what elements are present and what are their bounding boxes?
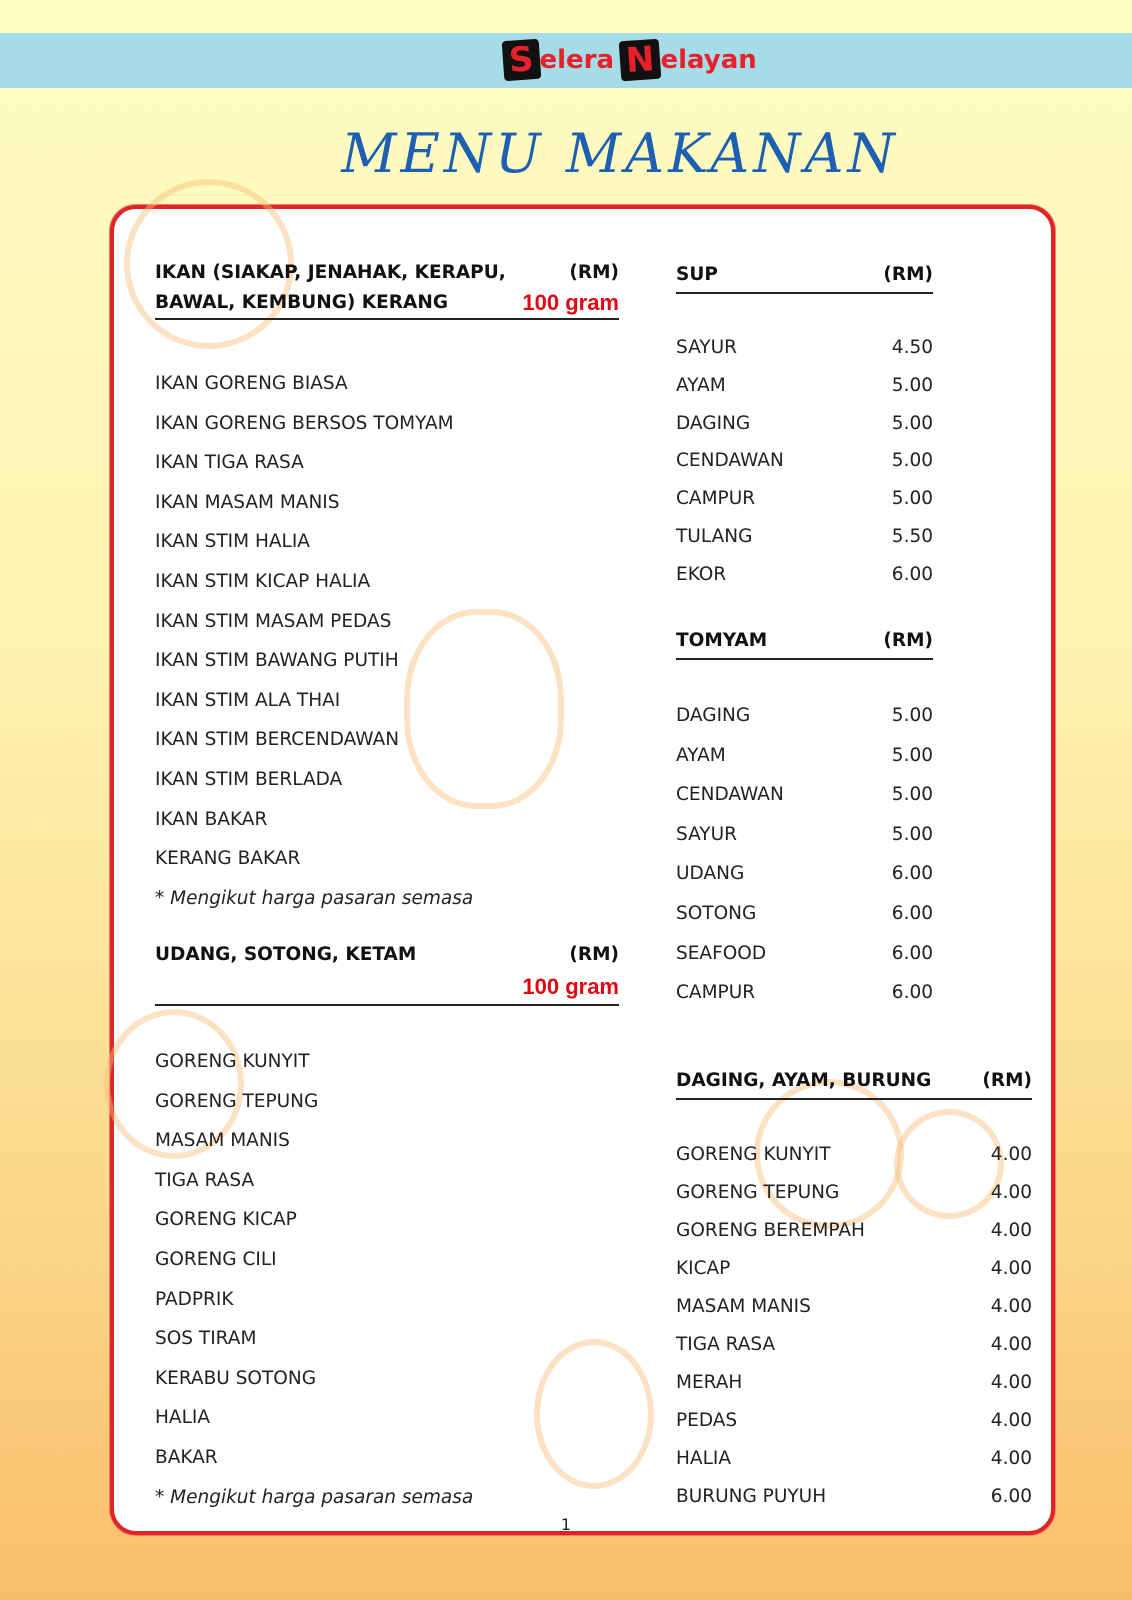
menu-item: [676, 1250, 1032, 1288]
menu-item-price: 5.00: [891, 412, 933, 434]
menu-item-name: SAYUR: [676, 823, 738, 845]
logo: [503, 36, 757, 84]
menu-item-name: GORENG KICAP: [155, 1209, 297, 1231]
menu-item: [676, 329, 933, 367]
section-header: TOMYAM: [676, 630, 768, 651]
menu-item-price: 4.00: [990, 1144, 1032, 1165]
menu-item-price: 4.00: [990, 1334, 1032, 1355]
page-title: MENU MAKANAN: [341, 122, 899, 185]
menu-item: [155, 1319, 619, 1359]
menu-item-name: IKAN STIM MASAM PEDAS: [155, 610, 392, 632]
section-udang: [155, 940, 619, 1518]
menu-item-name: GORENG CILI: [155, 1248, 277, 1270]
menu-item: [155, 1082, 619, 1122]
menu-item-name: GORENG TEPUNG: [676, 1182, 840, 1203]
menu-item-name: IKAN STIM ALA THAI: [155, 689, 341, 711]
menu-item: [676, 405, 933, 443]
menu-item-name: MASAM MANIS: [676, 1296, 811, 1317]
menu-item: [676, 367, 933, 405]
menu-item: [155, 800, 619, 840]
menu-item-name: PADPRIK: [155, 1288, 234, 1310]
menu-item: [155, 720, 619, 760]
menu-item-name: BAKAR: [155, 1446, 218, 1468]
menu-item: [155, 1161, 619, 1201]
menu-item: [676, 1212, 1032, 1250]
menu-item-name: KERABU SOTONG: [155, 1367, 317, 1389]
menu-item-name: IKAN STIM HALIA: [155, 531, 310, 553]
logo-text: elera: [539, 45, 615, 75]
menu-item-price: 4.00: [990, 1410, 1032, 1431]
menu-item-name: CENDAWAN: [676, 450, 784, 472]
menu-item: [676, 815, 933, 855]
menu-item: [676, 480, 933, 518]
menu-item: [676, 696, 933, 736]
menu-item-name: AYAM: [676, 744, 726, 766]
menu-item: [676, 1326, 1032, 1364]
unit-label: (RM): [569, 944, 619, 965]
menu-item: [155, 681, 619, 721]
menu-item-name: DAGING: [676, 705, 751, 726]
menu-item-price: 6.00: [891, 902, 933, 924]
menu-item: [155, 1200, 619, 1240]
menu-item: [676, 894, 933, 934]
menu-item-name: IKAN MASAM MANIS: [155, 491, 340, 513]
menu-item: [676, 1478, 1032, 1516]
menu-item: [155, 1280, 619, 1320]
menu-item-name: TIGA RASA: [676, 1334, 776, 1355]
menu-item-name: IKAN STIM BERCENDAWAN: [155, 729, 400, 751]
section-header: SUP: [676, 264, 718, 285]
menu-item-price: 6.00: [891, 982, 933, 1004]
menu-item: [676, 775, 933, 815]
menu-item-price: 6.00: [891, 563, 933, 585]
menu-item-name: MERAH: [676, 1372, 743, 1393]
menu-item-name: SOTONG: [676, 902, 757, 924]
unit-label: (RM): [569, 262, 619, 283]
menu-item-price: 5.00: [891, 705, 933, 726]
menu-item-name: CAMPUR: [676, 982, 756, 1004]
menu-item: [155, 483, 619, 523]
menu-item: [155, 1438, 619, 1478]
menu-item-name: HALIA: [676, 1448, 731, 1469]
menu-item-price: 4.00: [990, 1372, 1032, 1393]
menu-item: [155, 1240, 619, 1280]
menu-item-price: 5.50: [891, 525, 933, 547]
menu-item-name: PEDAS: [676, 1410, 738, 1431]
menu-item-name: UDANG: [676, 863, 745, 885]
section-header: BAWAL, KEMBUNG) KERANG: [155, 292, 449, 313]
menu-item-price: 4.50: [891, 337, 933, 358]
menu-item-name: KERANG BAKAR: [155, 848, 301, 870]
logo-text: elayan: [660, 45, 757, 75]
menu-item: [155, 602, 619, 642]
menu-item-price: 5.00: [891, 488, 933, 510]
unit-label: (RM): [982, 1070, 1032, 1091]
section-header: UDANG, SOTONG, KETAM: [155, 944, 417, 965]
menu-item-name: KICAP: [676, 1258, 731, 1279]
menu-item: [155, 1121, 619, 1161]
menu-item-name: AYAM: [676, 374, 726, 396]
menu-item-price: 6.00: [990, 1486, 1032, 1507]
menu-item: [155, 1359, 619, 1399]
menu-item-name: IKAN TIGA RASA: [155, 452, 304, 474]
menu-item-price: 6.00: [891, 863, 933, 885]
menu-item-name: EKOR: [676, 563, 727, 585]
unit-label: (RM): [883, 630, 933, 651]
menu-item-price: 5.00: [891, 744, 933, 766]
menu-item-price: 4.00: [990, 1220, 1032, 1241]
section-daging: [676, 1064, 1032, 1516]
logo-letter: S: [502, 39, 541, 81]
menu-item-name: CAMPUR: [676, 488, 756, 510]
menu-item-price: 5.00: [891, 374, 933, 396]
menu-item: [676, 1136, 1032, 1174]
menu-item-price: 5.00: [891, 784, 933, 806]
menu-item-name: DAGING: [676, 412, 751, 434]
menu-item-name: GORENG KUNYIT: [676, 1144, 831, 1165]
menu-item: [676, 973, 933, 1013]
menu-item: [676, 1288, 1032, 1326]
menu-item-name: GORENG BEREMPAH: [676, 1220, 865, 1241]
menu-item-name: IKAN STIM BERLADA: [155, 768, 343, 790]
menu-item: [155, 641, 619, 681]
price-note: * Mengikut harga pasaran semasa: [155, 887, 474, 909]
menu-item: [155, 839, 619, 879]
menu-item-price: 5.00: [891, 823, 933, 845]
unit-label: (RM): [883, 264, 933, 285]
menu-item-name: TULANG: [676, 525, 753, 547]
menu-item-name: SAYUR: [676, 337, 738, 358]
menu-item-name: HALIA: [155, 1407, 210, 1429]
section-tomyam: [676, 624, 933, 1013]
menu-item-price: 4.00: [990, 1296, 1032, 1317]
menu-item: [155, 1398, 619, 1438]
menu-item-name: IKAN GORENG BERSOS TOMYAM: [155, 412, 454, 434]
menu-item-price: 5.00: [891, 450, 933, 472]
menu-item-name: TIGA RASA: [155, 1169, 255, 1191]
section-ikan: [155, 258, 619, 919]
menu-item: [676, 518, 933, 556]
page-number: 1: [560, 1515, 572, 1534]
menu-item-name: MASAM MANIS: [155, 1130, 290, 1152]
menu-item: [155, 1042, 619, 1082]
menu-item-name: BURUNG PUYUH: [676, 1486, 827, 1507]
menu-item-name: IKAN STIM KICAP HALIA: [155, 570, 371, 592]
logo-letter: N: [619, 39, 662, 82]
menu-item-price: 6.00: [891, 942, 933, 964]
menu-item-price: 4.00: [990, 1448, 1032, 1469]
menu-item: [676, 1174, 1032, 1212]
section-header: IKAN (SIAKAP, JENAHAK, KERAPU,: [155, 262, 506, 283]
menu-item: [676, 1402, 1032, 1440]
menu-item-price: 4.00: [990, 1182, 1032, 1203]
menu-item-name: SOS TIRAM: [155, 1328, 257, 1350]
menu-item-name: GORENG KUNYIT: [155, 1051, 310, 1072]
weight-label: 100 gram: [522, 290, 619, 315]
section-header: DAGING, AYAM, BURUNG: [676, 1070, 932, 1091]
menu-item: [676, 736, 933, 776]
price-note: * Mengikut harga pasaran semasa: [155, 1486, 474, 1508]
menu-item-price: 4.00: [990, 1258, 1032, 1279]
menu-item-name: IKAN GORENG BIASA: [155, 373, 348, 394]
menu-item: [155, 522, 619, 562]
menu-item: [676, 854, 933, 894]
menu-item: [676, 1364, 1032, 1402]
section-sup: [676, 258, 933, 594]
menu-item: [676, 934, 933, 974]
menu-item-name: CENDAWAN: [676, 784, 784, 806]
menu-item: [155, 760, 619, 800]
menu-item-name: GORENG TEPUNG: [155, 1090, 319, 1112]
menu-item: [155, 562, 619, 602]
menu-item-name: IKAN BAKAR: [155, 808, 268, 830]
menu-item: [155, 404, 619, 444]
menu-item: [676, 556, 933, 594]
menu-item: [676, 442, 933, 480]
menu-item-name: IKAN STIM BAWANG PUTIH: [155, 650, 399, 672]
menu-item: [155, 443, 619, 483]
menu-item: [155, 364, 619, 404]
weight-label: 100 gram: [522, 974, 619, 999]
menu-item: [676, 1440, 1032, 1478]
menu-item-name: SEAFOOD: [676, 942, 767, 964]
